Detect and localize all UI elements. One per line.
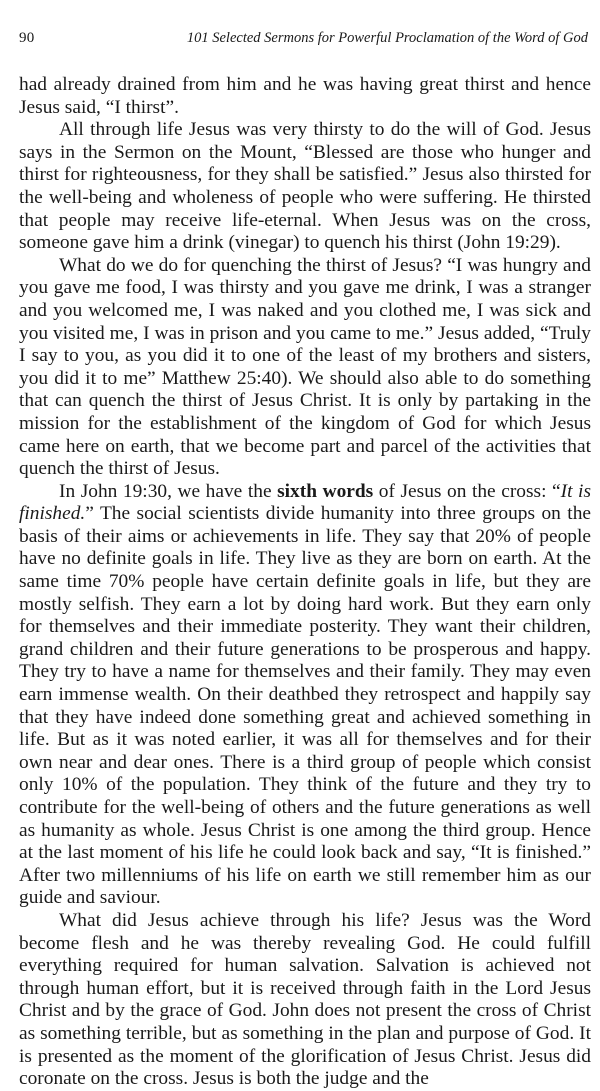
page-header <box>0 0 600 56</box>
body-text <box>19 74 591 1091</box>
quote-it-is-finished: It is finished. <box>19 480 591 525</box>
paragraph-4 <box>19 481 591 910</box>
page-number: 90 <box>19 30 35 46</box>
emphasis-sixth-words: sixth words <box>277 480 374 502</box>
running-title: 101 Selected Sermons for Powerful Proclamation of the Word of God <box>186 30 588 46</box>
paragraph-4-middle: of Jesus on the cross: “ <box>373 480 561 502</box>
paragraph-5: What did Jesus achieve through his life? Jesus was the Word become flesh and he was thereby revealing God. He could fulfill everything required for human salvation. Salvation is achieved not through human effort, but it is received through faith in the Lord Jesus Christ and by the grace of God. John does not present the cross of Christ as something terrible, but as something in the plan and purpose of God. It is presented as the moment of the glorification of Jesus Christ. Jesus did coronate on the cross. Jesus is both the judge and the <box>19 909 591 1090</box>
paragraph-1: had already drained from him and he was having great thirst and hence Jesus said, “I thirst”. <box>19 74 591 118</box>
paragraph-3: What do we do for quenching the thirst of Jesus? “I was hungry and you gave me food, I was thirsty and you gave me drink, I was a stranger and you welcomed me, I was naked and you clothed me, I was sick and you visited me, I was in prison and you came to me.” Jesus added, “Truly I say to you, as you did it to one of the least of my brothers and sisters, you did it to me” Matthew 25:40). We should also able to do something that can quench the thirst of Jesus Christ. It is only by partaking in the mission for the establishment of the kingdom of God for which Jesus came here on earth, that we become part and parcel of the activities that quench the thirst of Jesus. <box>19 254 591 480</box>
paragraph-2: All through life Jesus was very thirsty to do the will of God. Jesus says in the Sermon on the Mount, “Blessed are those who hunger and thirst for righteousness, for they shall be satisfied.” Jesus also thirsted for the well-being and wholeness of people who were suffering. He thirsted that people may receive life-eternal. When Jesus was on the cross, someone gave him a drink (vinegar) to quench his thirst (John 19:29). <box>19 119 591 254</box>
paragraph-4-lead: In John 19:30, we have the <box>59 480 278 502</box>
paragraph-4-rest: ” The social scientists divide humanity into three groups on the basis of their aims or achievements in life. They say that 20% of people have no definite goals in life. They live as they are born on earth. At the same time 70% people have certain definite goals in life, but they are mostly selfish. They earn a lot by doing hard work. But they earn only for themselves and their immediate posterity. They want their children, grand children and their future generations to be prosperous and happy. They try to have a name for themselves and their family. They may even earn immense wealth. On their deathbed they retrospect and happily say that they have indeed done something great and achieved something in life. But as it was noted earlier, it was all for themselves and for their own near and dear ones. There is a third group of people which consist only 10% of the population. They think of the future and they try to contribute for the well-being of others and the future generations as well as humanity as whole. Jesus Christ is one among the third group. Hence at the last moment of his life he could look back and say, “It is finished.” After two millenniums of his life on earth we still remember him as our guide and saviour. <box>19 503 591 909</box>
